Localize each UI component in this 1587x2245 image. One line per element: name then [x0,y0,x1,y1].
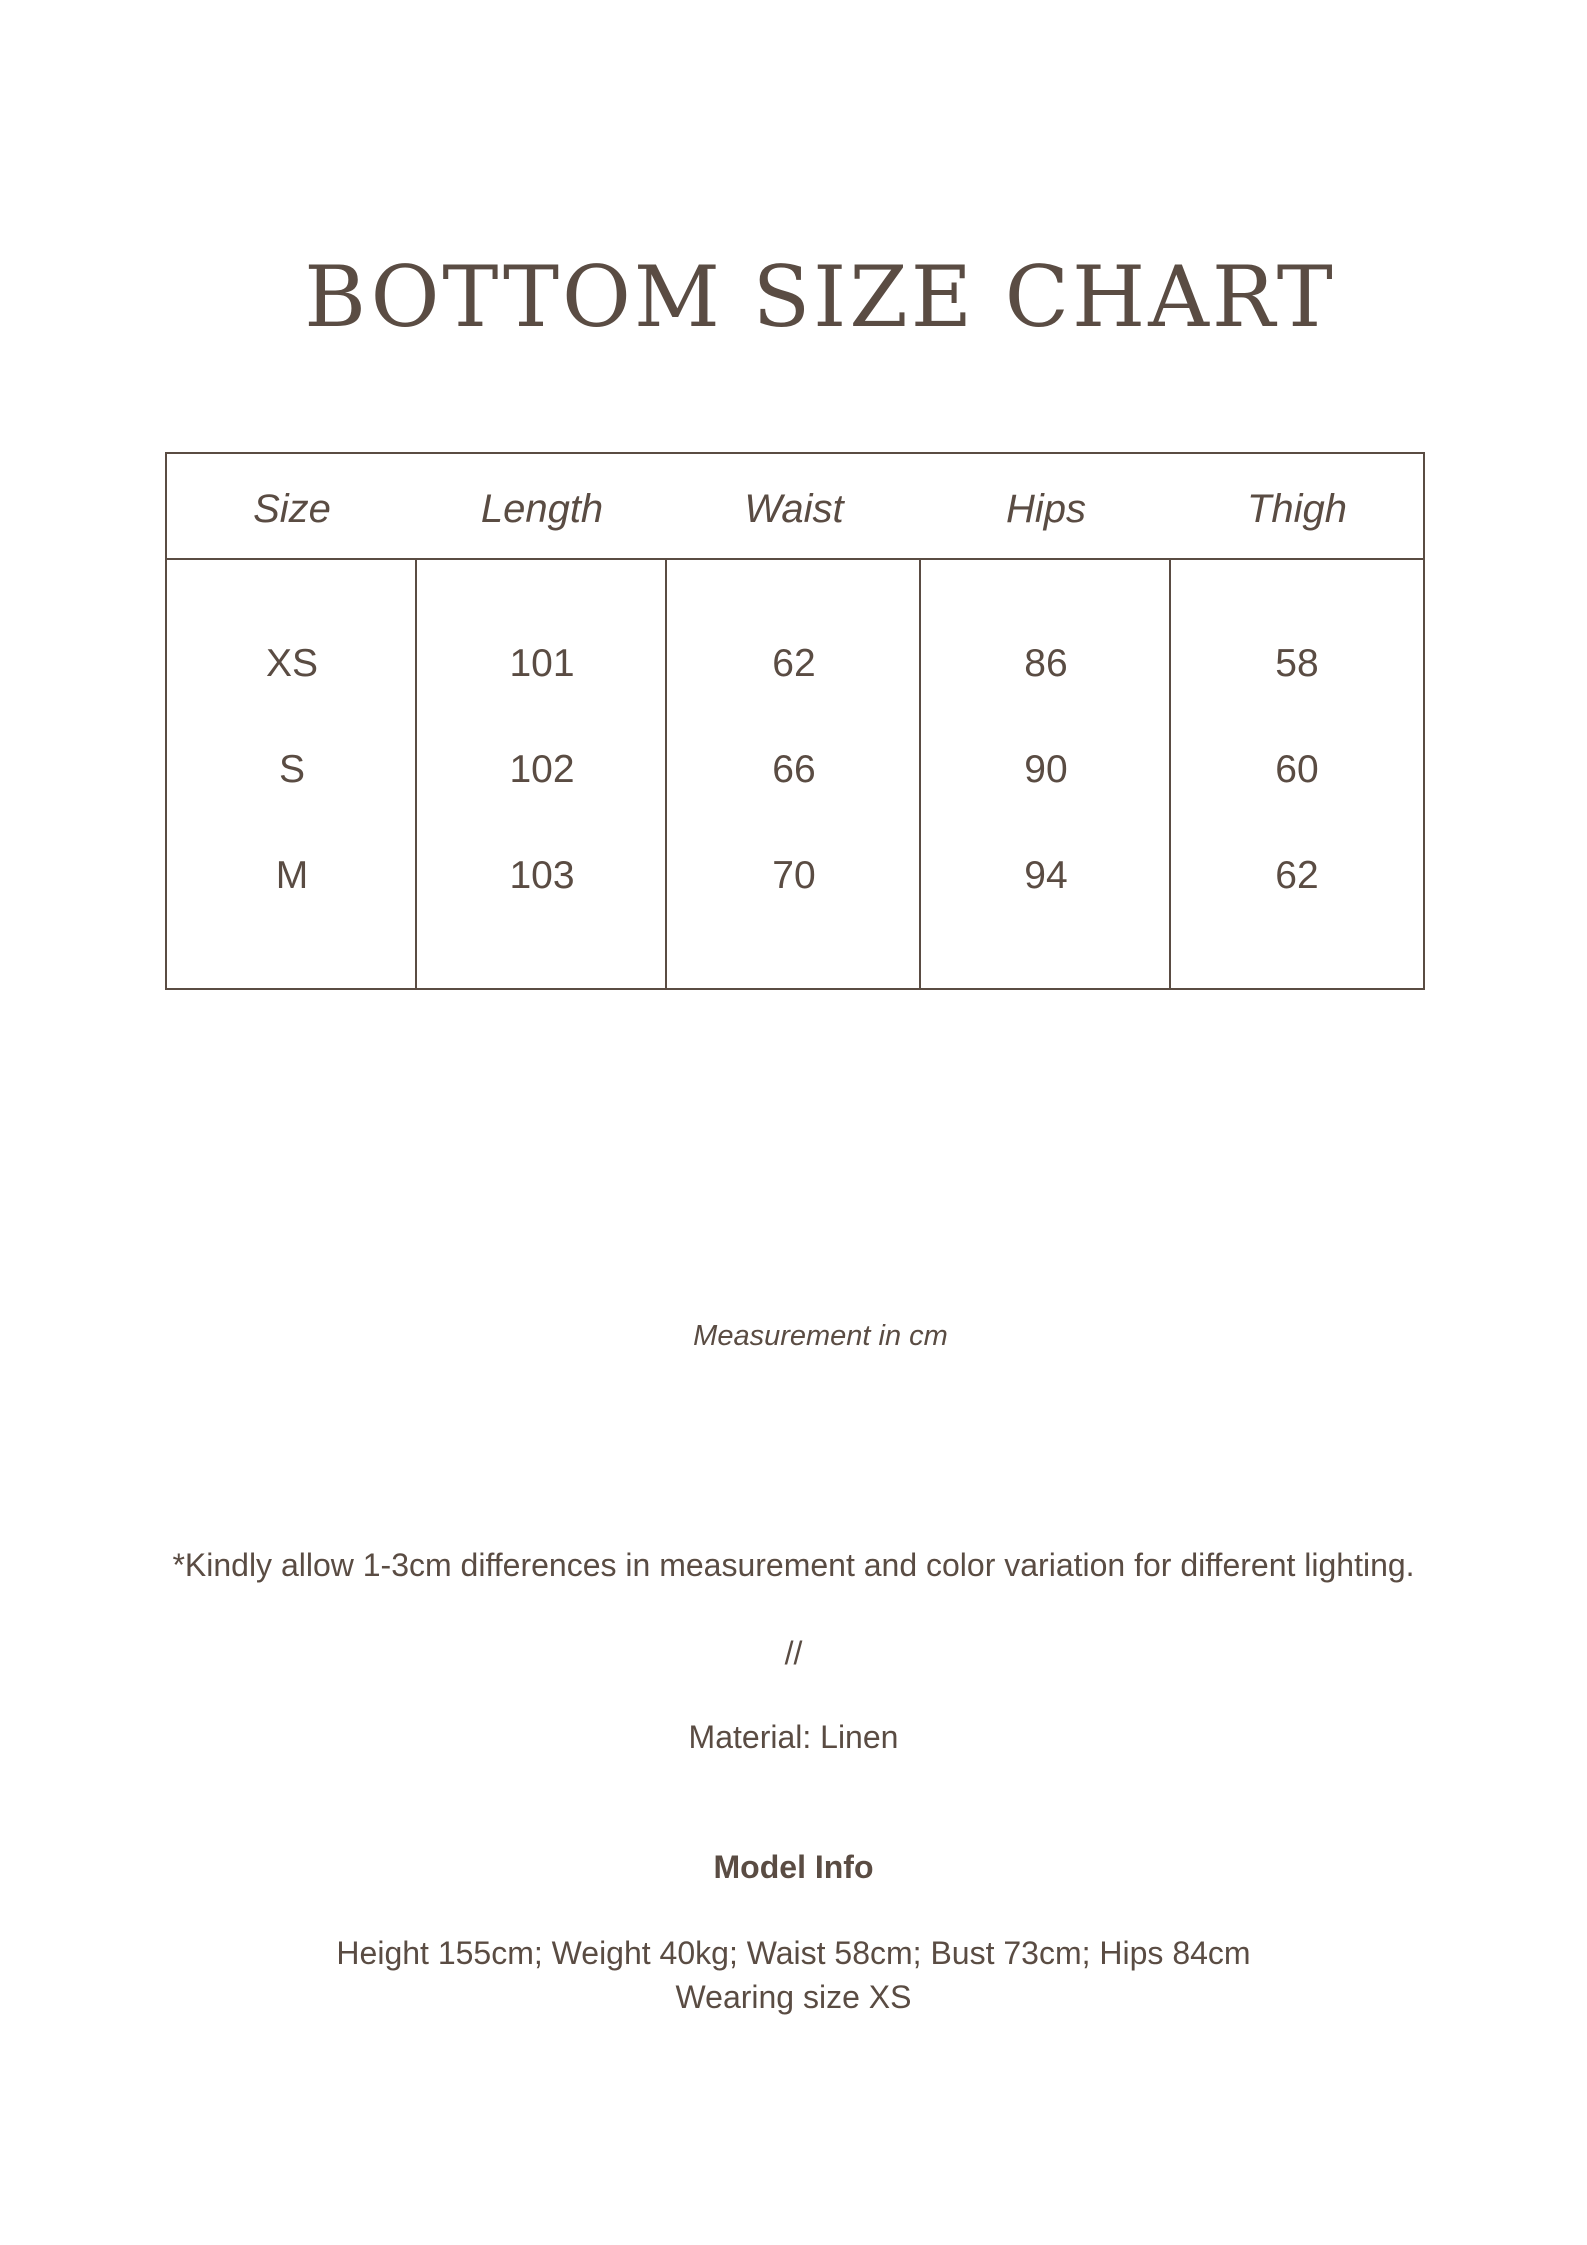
header-thigh: Thigh [1246,487,1348,531]
cell-length-xs: 101 [509,642,575,685]
disclaimer-text: *Kindly allow 1-3cm differences in measurement and color variation for different lighting. [172,1547,1415,1583]
size-chart-table [165,452,1425,990]
model-wearing-size: Wearing size XS [675,1979,912,2015]
unit-note: Measurement in cm [693,1320,948,1352]
page-title: BOTTOM SIZE CHART [304,248,1336,346]
cell-thigh-s: 60 [1275,748,1319,791]
header-hips: Hips [1005,487,1087,531]
cell-size-xs: XS [265,642,319,685]
cell-waist-xs: 62 [772,642,816,685]
header-length: Length [480,487,604,531]
separator: // [784,1635,803,1671]
cell-thigh-m: 62 [1275,854,1319,897]
cell-waist-s: 66 [772,748,816,791]
cell-hips-m: 94 [1024,854,1068,897]
cell-length-m: 103 [509,854,575,897]
cell-size-s: S [278,748,305,791]
cell-length-s: 102 [509,748,575,791]
cell-hips-xs: 86 [1024,642,1068,685]
header-waist: Waist [744,487,844,531]
table-header-row [167,454,1423,560]
cell-waist-m: 70 [772,854,816,897]
material-text: Material: Linen [688,1719,899,1755]
cell-thigh-xs: 58 [1275,642,1319,685]
model-measurements: Height 155cm; Weight 40kg; Waist 58cm; Bust 73cm; Hips 84cm [336,1935,1251,1971]
cell-hips-s: 90 [1024,748,1068,791]
header-size: Size [253,487,331,531]
cell-size-m: M [275,854,309,897]
model-info-heading: Model Info [713,1849,874,1885]
